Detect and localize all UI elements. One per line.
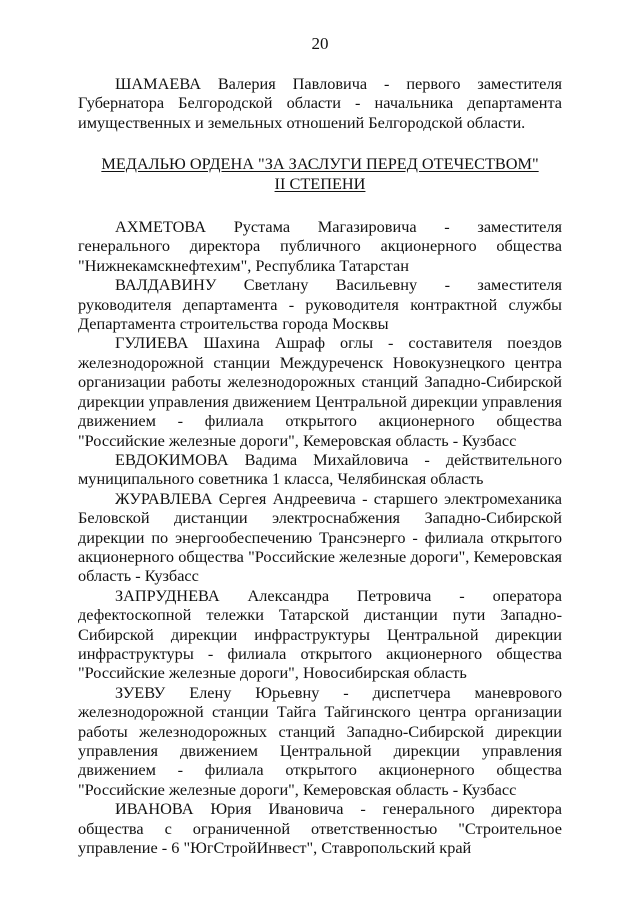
document-body bbox=[78, 74, 562, 857]
award-entry: ЗУЕВУ Елену Юрьевну - диспетчера маневрового железнодорожной станции Тайга Тайгинского центра организации работы железнодорожных станций Западно-Сибирской дирекции управления движением Центральной дирекции управления движением - филиала открытого акционерного общества "Российские железные дороги", Кемеровская область - Кузбасс bbox=[78, 682, 562, 799]
section-heading bbox=[78, 154, 562, 193]
page-number: 20 bbox=[311, 34, 329, 53]
section-heading-line2: II СТЕПЕНИ bbox=[274, 173, 366, 193]
award-entry: ВАЛДАВИНУ Светлану Васильевну - заместителя руководителя департамента - руководителя контрактной службы Департамента строительства города Москвы bbox=[78, 275, 562, 334]
award-entry: АХМЕТОВА Рустама Магазировича - заместителя генерального директора публичного акционерного общества "Нижнекамскнефтехим", Республика Татарстан bbox=[78, 217, 562, 275]
section-heading-line1: МЕДАЛЬЮ ОРДЕНА "ЗА ЗАСЛУГИ ПЕРЕД ОТЕЧЕСТВОМ" bbox=[101, 154, 539, 174]
award-entry: ИВАНОВА Юрия Ивановича - генерального директора общества с ограниченной ответственностью "Строительное управление - 6 "ЮгСтройИнвест", Ставропольский край bbox=[78, 799, 562, 858]
award-entry: ЗАПРУДНЕВА Александра Петровича - оператора дефектоскопной тележки Татарской дистанции пути Западно-Сибирской дирекции инфраструктуры Центральной дирекции инфраструктуры - филиала открытого акционерного общества "Российские железные дороги", Новосибирская область bbox=[78, 585, 562, 683]
award-entry: ГУЛИЕВА Шахина Ашраф оглы - составителя поездов железнодорожной станции Междуреченск Новокузнецкого центра организации работы железнодорожных станций Западно-Сибирской дирекции управления движением Центральной дирекции управления движением - филиала открытого акционерного общества "Российские железные дороги", Кемеровская область - Кузбасс bbox=[78, 333, 562, 450]
award-entry: ЕВДОКИМОВА Вадима Михайловича - действительного муниципального советника 1 класса, Челябинская область bbox=[78, 449, 562, 489]
award-entry: ЖУРАВЛЕВА Сергея Андреевича - старшего электромеханика Беловской дистанции электроснабжения Западно-Сибирской дирекции по энергообеспечению Трансэнерго - филиала открытого акционерного общества "Российские железные дороги", Кемеровская область - Кузбасс bbox=[78, 488, 562, 586]
intro-paragraph: ШАМАЕВА Валерия Павловича - первого заместителя Губернатора Белгородской области - начальника департамента имущественных и земельных отношений Белгородской области. bbox=[78, 74, 562, 132]
